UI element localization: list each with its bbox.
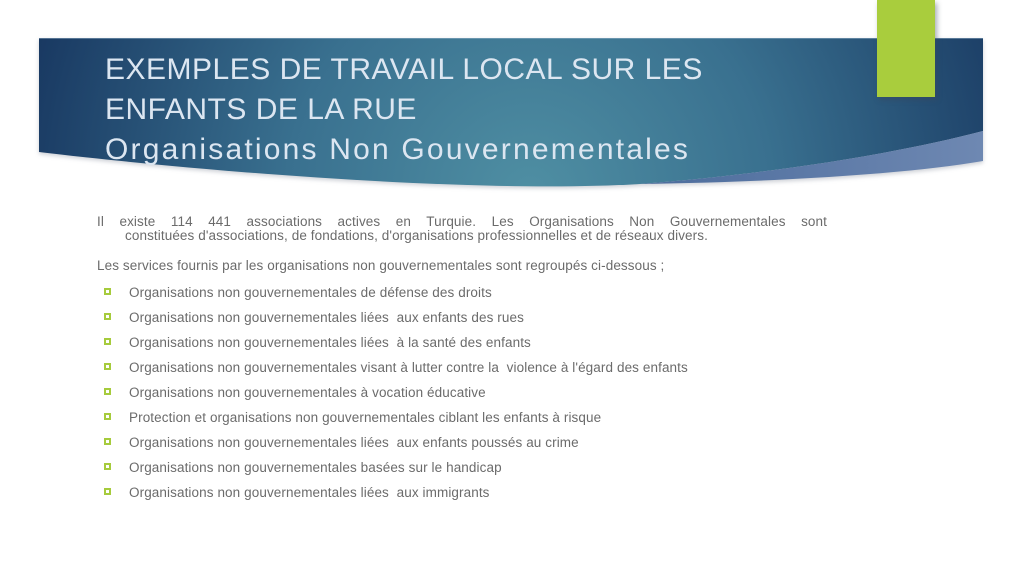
bullet-square-icon <box>104 488 111 495</box>
list-item-label: Organisations non gouvernementales basées sur le handicap <box>129 460 502 475</box>
intro-line-1: Il existe 114 441 associations actives en Turquie. Les Organisations Non Gouvernementales sont <box>97 214 827 229</box>
accent-rectangle <box>877 0 935 97</box>
bullet-square-icon <box>104 313 111 320</box>
services-intro-line: Les services fournis par les organisations non gouvernementales sont regroupés ci-dessous ; <box>97 258 665 273</box>
bullet-square-icon <box>104 363 111 370</box>
slide-body <box>97 215 827 511</box>
intro-paragraph <box>97 215 827 243</box>
bullet-square-icon <box>104 338 111 345</box>
bullet-square-icon <box>104 438 111 445</box>
list-item <box>97 411 827 425</box>
list-item-label: Organisations non gouvernementales liées à la santé des enfants <box>129 335 531 350</box>
list-item <box>97 436 827 450</box>
list-item <box>97 386 827 400</box>
list-item <box>97 286 827 300</box>
list-item-label: Organisations non gouvernementales à vocation éducative <box>129 385 486 400</box>
list-item-label: Organisations non gouvernementales liées aux enfants des rues <box>129 310 524 325</box>
list-item <box>97 361 827 375</box>
bullet-square-icon <box>104 463 111 470</box>
slide-title-line-1: EXEMPLES DE TRAVAIL LOCAL SUR LES <box>105 53 703 86</box>
bullet-list <box>97 286 827 500</box>
bullet-square-icon <box>104 413 111 420</box>
list-item-label: Organisations non gouvernementales liées aux immigrants <box>129 485 490 500</box>
list-item <box>97 461 827 475</box>
list-item <box>97 486 827 500</box>
list-item-label: Protection et organisations non gouvernementales ciblant les enfants à risque <box>129 410 602 425</box>
bullet-square-icon <box>104 288 111 295</box>
list-item-label: Organisations non gouvernementales visant à lutter contre la violence à l'égard des enfants <box>129 360 688 375</box>
bullet-square-icon <box>104 388 111 395</box>
slide-title-line-2: ENFANTS DE LA RUE <box>105 93 417 126</box>
slide-title-block <box>105 50 865 170</box>
list-item-label: Organisations non gouvernementales de défense des droits <box>129 285 492 300</box>
list-item-label: Organisations non gouvernementales liées aux enfants poussés au crime <box>129 435 579 450</box>
list-item <box>97 311 827 325</box>
list-item <box>97 336 827 350</box>
intro-line-2: constituées d'associations, de fondations, d'organisations professionnelles et de réseaux divers. <box>125 228 708 243</box>
slide-subtitle: Organisations Non Gouvernementales <box>105 133 691 166</box>
